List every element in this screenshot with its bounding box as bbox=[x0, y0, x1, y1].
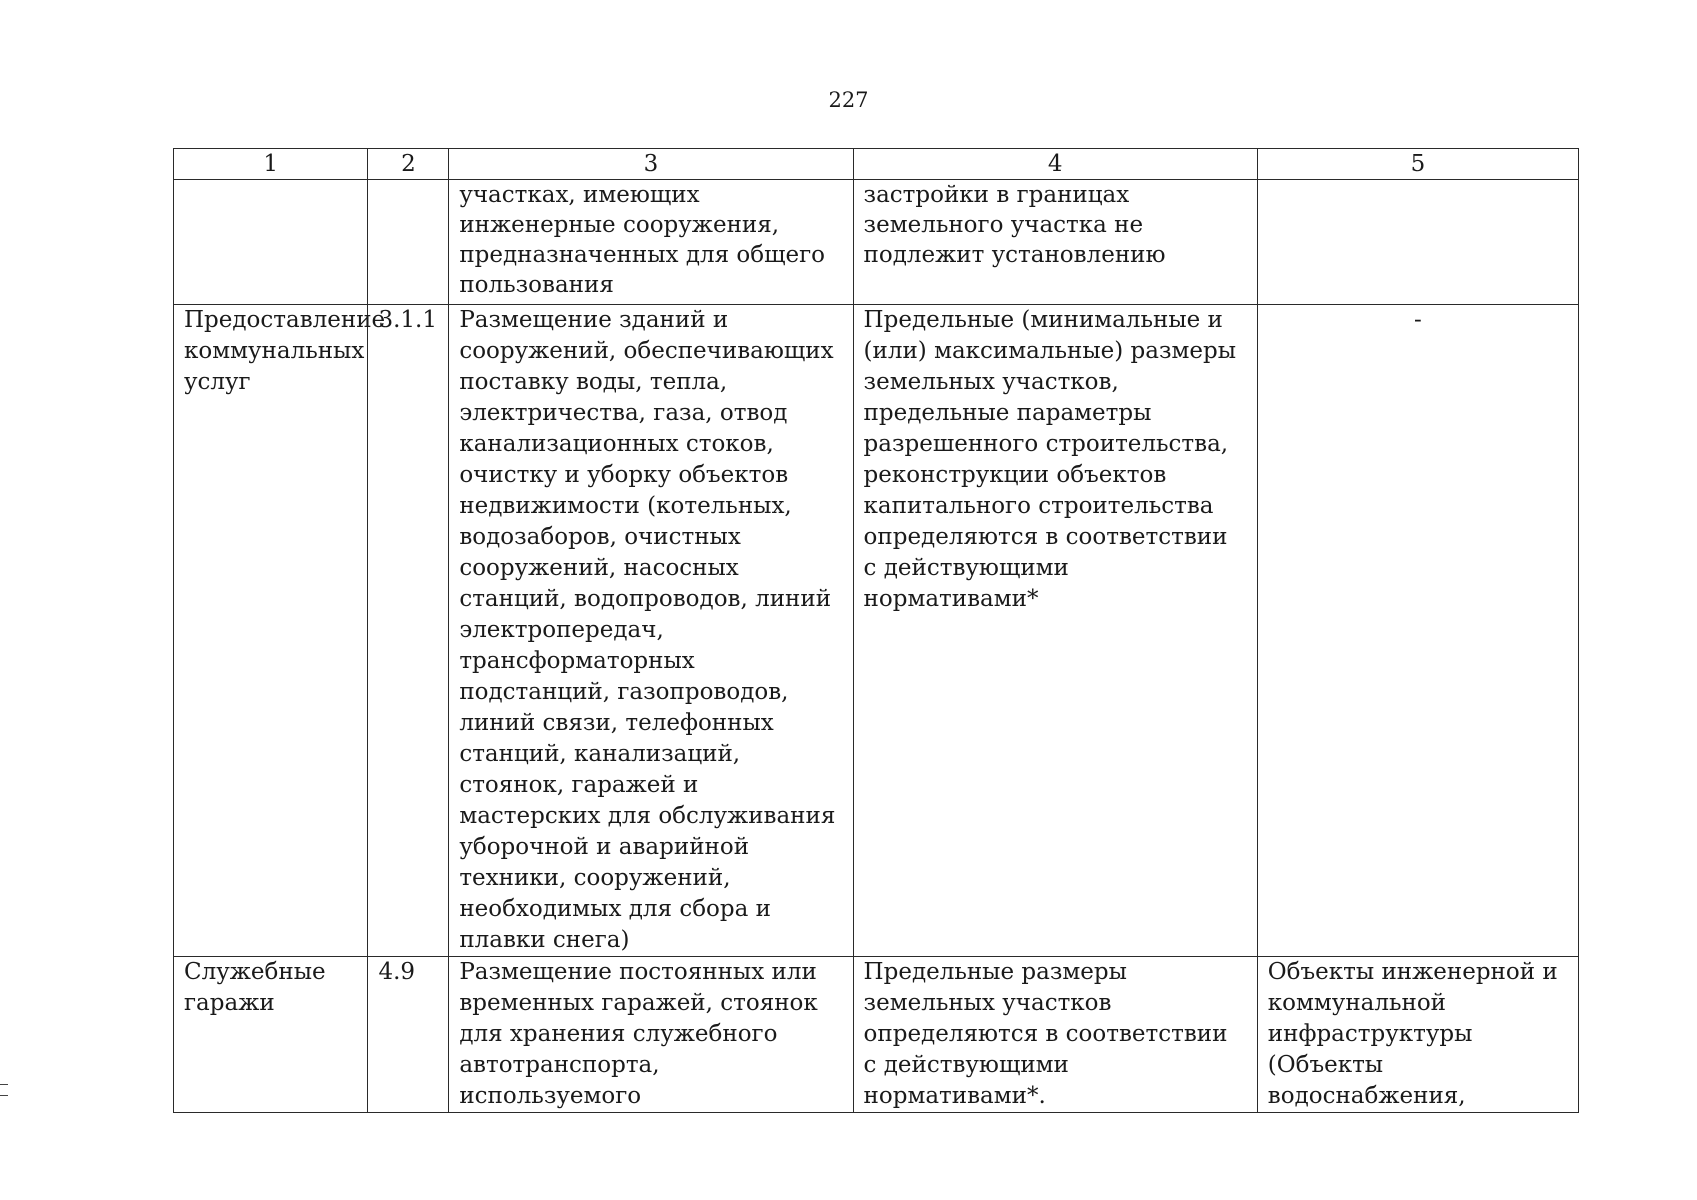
table-row-utilities bbox=[174, 305, 1579, 957]
cell-description: Размещение зданий и сооружений, обеспечивающих поставку воды, тепла, электричества, газа, отвод канализационных стоков, очистку и уборку объектов недвижимости (котельных, водозаборов, очистных сооружений, насосных станций, водопроводов, линий электропередач, трансформаторных подстанций, газопроводов, линий связи, телефонных станций, канализаций, стоянок, гаражей и мастерских для обслуживания уборочной и аварийной техники, сооружений, необходимых для сбора и плавки снега) bbox=[449, 305, 853, 957]
land-use-table bbox=[173, 148, 1579, 1113]
table-row-continuation bbox=[174, 180, 1579, 305]
cell-use-name: Служебные гаражи bbox=[174, 957, 368, 1113]
cell-code: 4.9 bbox=[368, 957, 449, 1113]
margin-mark bbox=[0, 1084, 8, 1096]
column-header-2: 2 bbox=[368, 149, 449, 180]
cell-auxiliary: Объекты инженерной и коммунальной инфраструктуры (Объекты водоснабжения, bbox=[1257, 957, 1578, 1113]
cell-parameters: Предельные размеры земельных участков определяются в соответствии с действующими нормативами*. bbox=[853, 957, 1257, 1113]
table-header-row bbox=[174, 149, 1579, 180]
column-header-3: 3 bbox=[449, 149, 853, 180]
cell-parameters: Предельные (минимальные и (или) максимальные) размеры земельных участков, предельные параметры разрешенного строительства, реконструкции объектов капитального строительства определяются в соответствии с действующими нормативами* bbox=[853, 305, 1257, 957]
page-number: 227 bbox=[828, 88, 869, 112]
cell-description: Размещение постоянных или временных гаражей, стоянок для хранения служебного автотранспорта, используемого bbox=[449, 957, 853, 1113]
cell-code: 3.1.1 bbox=[368, 305, 449, 957]
cell-use-name: Предоставление коммунальных услуг bbox=[174, 305, 368, 957]
cell-code bbox=[368, 180, 449, 305]
cell-parameters: застройки в границах земельного участка не подлежит установлению bbox=[853, 180, 1257, 305]
cell-use-name bbox=[174, 180, 368, 305]
column-header-1: 1 bbox=[174, 149, 368, 180]
column-header-5: 5 bbox=[1257, 149, 1578, 180]
cell-description: участках, имеющих инженерные сооружения, предназначенных для общего пользования bbox=[449, 180, 853, 305]
cell-auxiliary: - bbox=[1257, 305, 1578, 957]
cell-auxiliary bbox=[1257, 180, 1578, 305]
table-row-garages bbox=[174, 957, 1579, 1113]
column-header-4: 4 bbox=[853, 149, 1257, 180]
